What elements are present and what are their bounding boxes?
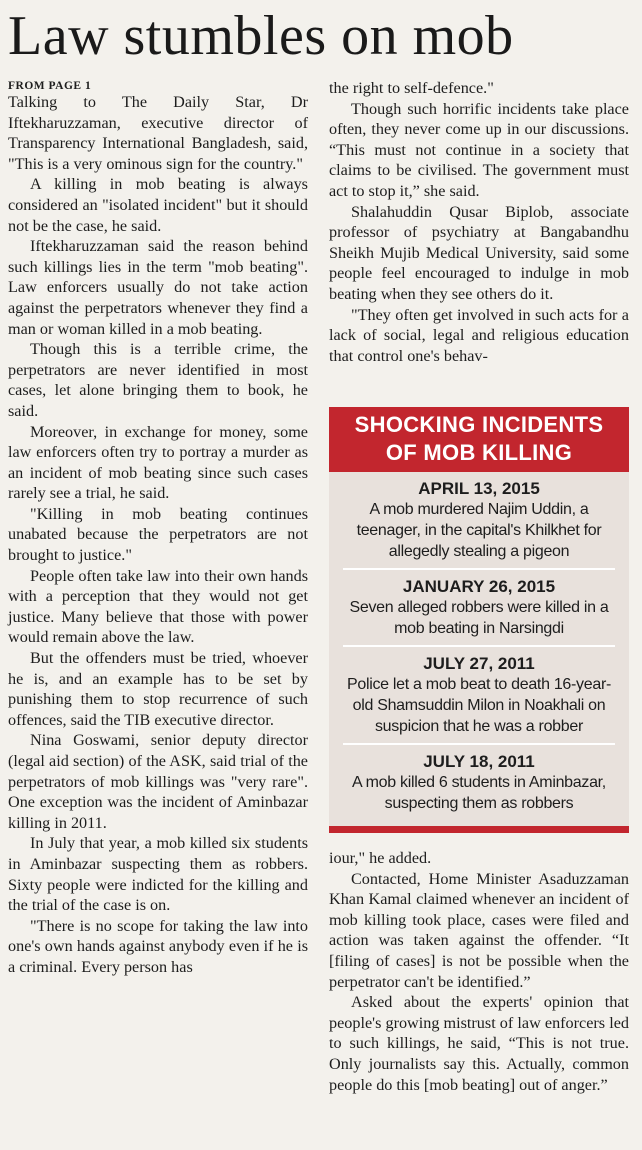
- paragraph: People often take law into their own hands with a perception that they would not get justice. Many believe that those with power would remain above the law.: [8, 566, 308, 647]
- incident-date: JULY 27, 2011: [423, 654, 535, 673]
- incident-date: JULY 18, 2011: [423, 752, 535, 771]
- article-column-right-bottom: [329, 848, 629, 1095]
- from-page-label: FROM PAGE 1: [8, 80, 92, 92]
- paragraph: the right to self-defence.": [329, 79, 494, 97]
- article-column-left: [8, 78, 308, 978]
- sidebar-title-line1: SHOCKING INCIDENTS: [354, 412, 604, 437]
- incident-text: A mob killed 6 students in Aminbazar, suspecting them as robbers: [352, 774, 606, 812]
- paragraph: In July that year, a mob killed six students in Aminbazar suspecting them as robbers. Sixty people were indicted for the killing and the trial of the case is on.: [8, 834, 308, 915]
- article-column-right-top: [329, 78, 629, 366]
- sidebar-bottom-rule: [329, 826, 629, 833]
- paragraph: But the offenders must be tried, whoever he is, and an example has to be set by punishing them to stop recurrence of such offences, said the TIB executive director.: [8, 649, 308, 729]
- incident-text: Seven alleged robbers were killed in a mob beating in Narsingdi: [349, 599, 609, 637]
- paragraph: "Killing in mob beating continues unabated because the perpetrators are not brought to justice.": [8, 504, 308, 565]
- paragraph: Contacted, Home Minister Asaduzzaman Khan Kamal claimed whenever an incident of mob killing took place, cases were filed and action was taken against the offender. “It [filing of cases] is not be possible when the perpetrator can't be identified.”: [329, 869, 629, 991]
- paragraph: Though such horrific incidents take place often, they never come up in our discussions. “This must not continue in a society that claims to be civilised. The government must act to stop it,” she said.: [329, 99, 629, 200]
- incident-date: JANUARY 26, 2015: [402, 577, 556, 596]
- paragraph: Nina Goswami, senior deputy director (legal aid section) of the ASK, said trial of the perpetrators of mob killings was "very rare". One exception was the incident of Aminbazar killing in 2011.: [8, 731, 308, 832]
- paragraph: Talking to The Daily Star, Dr Iftekharuzzaman, executive director of Transparency International Bangladesh, said, "This is a very ominous sign for the country.": [8, 93, 308, 173]
- incident-text: A mob murdered Najim Uddin, a teenager, in the capital's Khilkhet for allegedly stealing a pigeon: [356, 501, 602, 560]
- paragraph: Iftekharuzzaman said the reason behind such killings lies in the term "mob beating". Law enforcers usually do not take action against the perpetrators whenever they find a man or woman killed in a mob beating.: [8, 237, 308, 338]
- paragraph: Shalahuddin Qusar Biplob, associate professor of psychiatry at Bangabandhu Sheikh Mujib Medical University, said some people feel encouraged to indulge in mob beating when they see others do it.: [329, 202, 629, 303]
- incident-item: [329, 745, 629, 820]
- paragraph: "There is no scope for taking the law into one's own hands against anybody even if he is a criminal. Every person has: [8, 916, 308, 976]
- headline: Law stumbles on mob: [8, 5, 514, 67]
- paragraph: Though this is a terrible crime, the perpetrators are never identified in most cases, let alone bringing them to book, he said.: [8, 340, 308, 420]
- incident-text: Police let a mob beat to death 16-year-old Shamsuddin Milon in Noakhali on suspicion that he was a robber: [346, 676, 612, 735]
- incident-item: [329, 570, 629, 645]
- incident-item: [329, 647, 629, 743]
- paragraph: A killing in mob beating is always considered an "isolated incident" but it should not be the case, he said.: [8, 175, 308, 235]
- sidebar-header: [329, 407, 629, 472]
- paragraph: Moreover, in exchange for money, some law enforcers often try to portray a murder as an incident of mob beating since such cases rarely see a trial, he said.: [8, 422, 308, 503]
- paragraph: "They often get involved in such acts for a lack of social, legal and religious education that control one's behav-: [329, 305, 629, 365]
- incident-date: APRIL 13, 2015: [418, 479, 540, 498]
- incident-item: [329, 472, 629, 568]
- paragraph: iour," he added.: [329, 849, 432, 867]
- sidebar-title-line2: OF MOB KILLING: [385, 440, 573, 465]
- mob-killing-sidebar: [329, 407, 629, 833]
- paragraph: Asked about the experts' opinion that people's growing mistrust of law enforcers led to such killings, he said, “This is not true. Only journalists say this. Actually, common people do this [mob beating] out of anger.”: [329, 993, 629, 1094]
